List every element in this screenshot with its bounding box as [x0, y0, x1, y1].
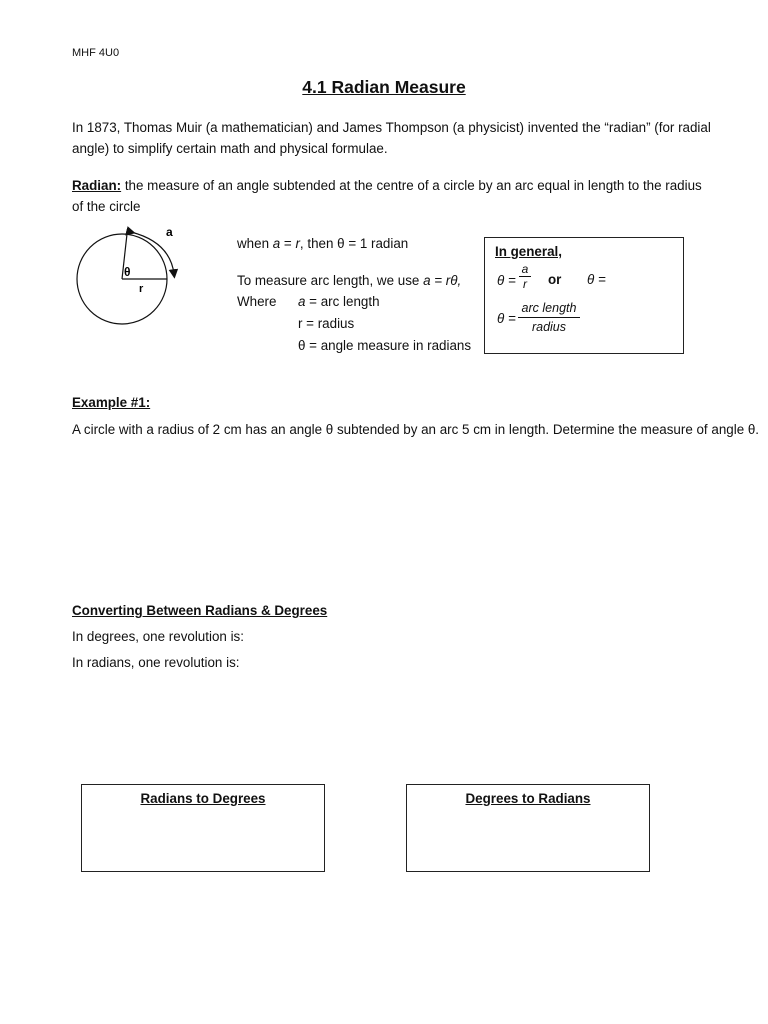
or-label: or — [548, 272, 562, 287]
converting-title: Converting Between Radians & Degrees — [72, 603, 328, 618]
radius-label: r — [139, 283, 144, 295]
degrees-to-radians-title: Degrees to Radians — [465, 791, 591, 806]
where-theta: θ = angle measure in radians — [298, 338, 472, 353]
definition-term: Radian: — [72, 178, 122, 193]
radians-revolution: In radians, one revolution is: — [72, 655, 240, 670]
intro-paragraph: In 1873, Thomas Muir (a mathematician) and James Thompson (a physicist) invented the “radian” (for radial angle) to simplify certain math and physical formulae. — [72, 120, 711, 156]
where-label: Where — [237, 294, 277, 309]
in-general-box — [484, 237, 684, 354]
radians-to-degrees-title: Radians to Degrees — [140, 791, 266, 806]
when-statement: when a = r, then θ = 1 radian — [237, 236, 409, 251]
degrees-to-radians-box — [406, 784, 650, 872]
definition-text: the measure of an angle subtended at the centre of a circle by an arc equal in length to the radius of the circle — [72, 178, 702, 214]
radian-definition — [72, 175, 712, 217]
radians-to-degrees-box — [81, 784, 325, 872]
arc-length-statement: To measure arc length, we use a = rθ, — [237, 273, 462, 288]
degrees-revolution: In degrees, one revolution is: — [72, 629, 244, 644]
radian-circle-diagram — [70, 222, 195, 334]
example-text: A circle with a radius of 2 cm has an angle θ subtended by an arc 5 cm in length. Determine the measure of angle θ. — [72, 422, 760, 437]
where-a: a = arc length — [298, 294, 380, 309]
theta-eq-2: θ = — [587, 272, 606, 287]
course-code: MHF 4U0 — [72, 47, 120, 59]
in-general-title: In general, — [495, 244, 562, 259]
angle-label: θ — [124, 265, 131, 279]
theta-eq-3: θ = — [497, 311, 516, 326]
example-title: Example #1: — [72, 395, 151, 410]
page-title: 4.1 Radian Measure — [302, 77, 466, 97]
fraction-arc-over-radius: arc length radius — [518, 300, 580, 336]
where-r: r = radius — [298, 316, 355, 331]
fraction-a-over-r: $\frac{a}{r}$ — [519, 262, 531, 292]
arc-label: a — [166, 225, 173, 239]
theta-eq-1: θ = — [497, 273, 516, 288]
